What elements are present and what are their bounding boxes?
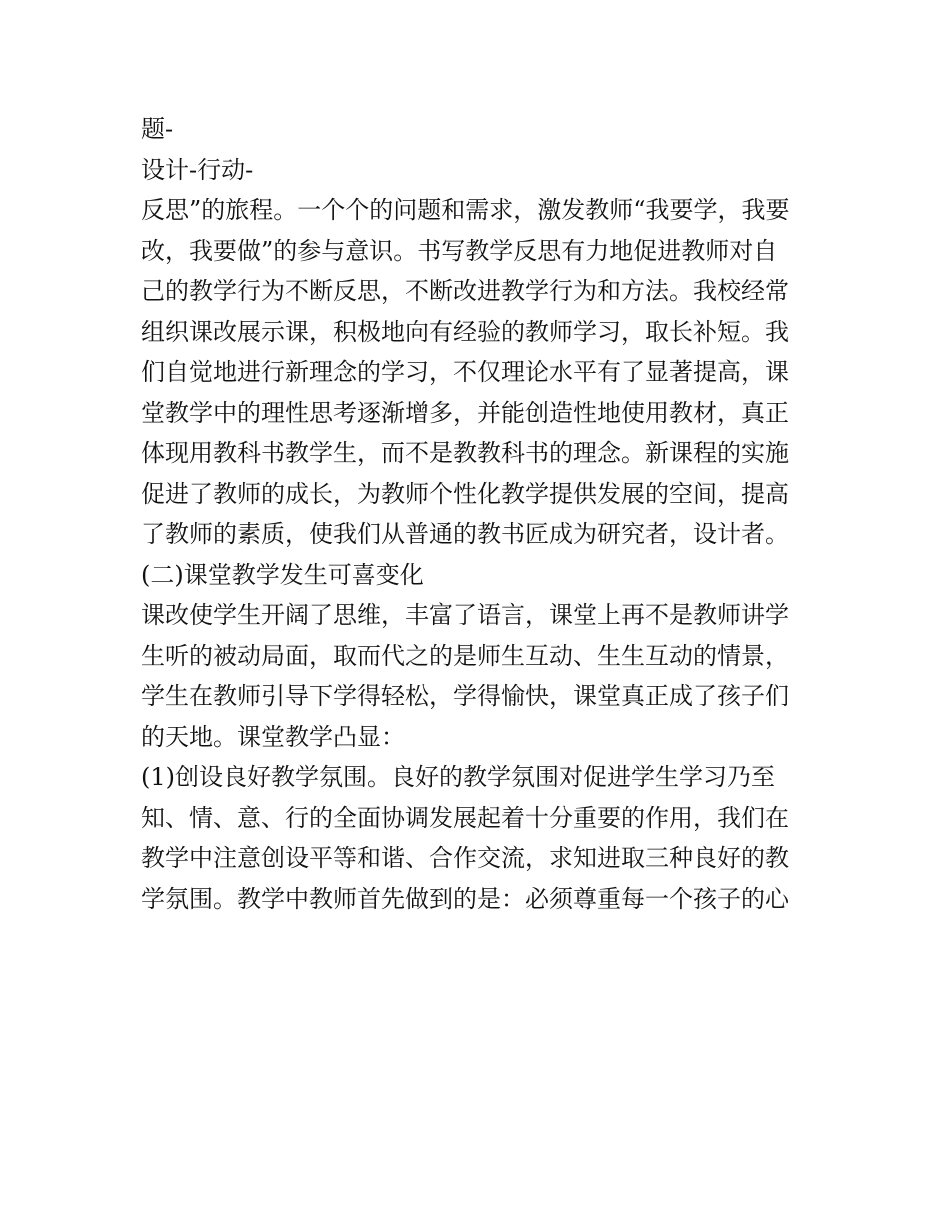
- text-line-5: 己的教学行为不断反思，不断改进教学行为和方法。我校经常: [141, 277, 789, 305]
- text-line-8: 堂教学中的理性思考逐渐增多，并能创造性地使用教材，真正: [141, 398, 789, 427]
- text-line-11: 了教师的素质，使我们从普通的教书匠成为研究者，设计者。: [141, 520, 789, 548]
- text-line-9: 体现用教科书教学生，而不是教教科书的理念。新课程的实施: [141, 439, 789, 467]
- text-line-16: 的天地。课堂教学凸显：: [141, 722, 405, 751]
- section-heading: (二)课堂教学发生可喜变化: [141, 560, 424, 589]
- text-line-7: 们自觉地进行新理念的学习，不仅理论水平有了显著提高，课: [141, 358, 789, 386]
- body-text: [141, 109, 821, 919]
- text-line-17: (1)创设良好教学氛围。良好的教学氛围对促进学生学习乃至: [141, 763, 775, 791]
- text-line-1: 题-: [141, 115, 174, 143]
- text-line-10: 促进了教师的成长，为教师个性化教学提供发展的空间，提高: [141, 479, 789, 508]
- text-line-3: 反思”的旅程。一个个的问题和需求，激发教师“我要学，我要: [141, 196, 790, 224]
- text-line-15: 学生在教师引导下学得轻松，学得愉快，课堂真正成了孩子们: [141, 682, 789, 710]
- text-line-19: 教学中注意创设平等和谐、合作交流，求知进取三种良好的教: [141, 844, 789, 872]
- text-line-18: 知、情、意、行的全面协调发展起着十分重要的作用，我们在: [141, 803, 789, 832]
- text-line-20: 学氛围。教学中教师首先做到的是：必须尊重每一个孩子的心: [141, 884, 789, 913]
- text-line-2: 设计-行动-: [141, 155, 254, 184]
- text-line-13: 课改使学生开阔了思维，丰富了语言，课堂上再不是教师讲学: [141, 601, 789, 629]
- text-line-4: 改，我要做”的参与意识。书写教学反思有力地促进教师对自: [141, 236, 778, 265]
- text-line-14: 生听的被动局面，取而代之的是师生互动、生生互动的情景，: [141, 641, 789, 670]
- text-line-6: 组织课改展示课，积极地向有经验的教师学习，取长补短。我: [141, 317, 789, 346]
